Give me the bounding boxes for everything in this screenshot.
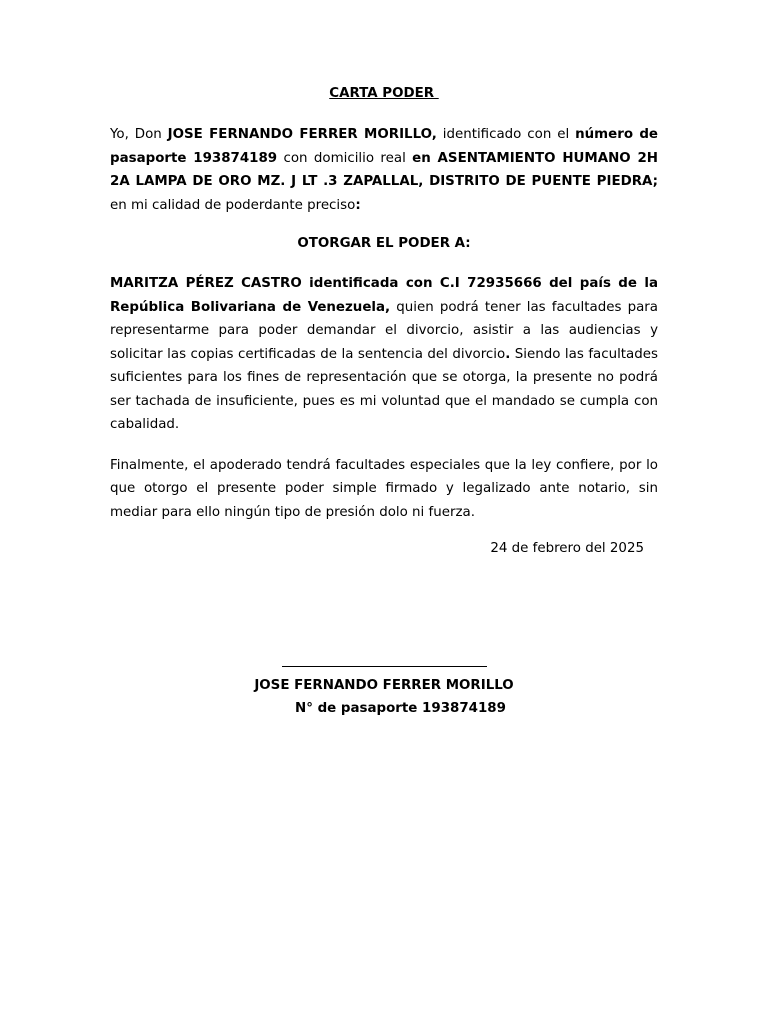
declarant-name: JOSE FERNANDO FERRER MORILLO, [167, 127, 437, 142]
text-segment: quien podrá tener las facultades para representarme para poder demandar el divorcio, asistir a las audiencias y solicitar las copias certificadas de la sentencia del divorcio [110, 299, 658, 362]
signer-name: JOSE FERNANDO FERRER MORILLO [254, 678, 514, 693]
text-segment: Siendo las facultades suficientes para los fines de representación que se otorga, la presente no podrá ser tachada de insuficiente, pues es mi voluntad que el mandado se cumpla con cabalidad. [110, 346, 658, 432]
signer-passport: N° de pasaporte 193874189 [295, 701, 506, 716]
declarant-passport: número de pasaporte 193874189 [110, 127, 659, 166]
document-date: 24 de febrero del 2025 [490, 541, 644, 556]
document-title: CARTA PODER [329, 86, 439, 101]
declarant-address: en ASENTAMIENTO HUMANO 2H 2A LAMPA DE ORO MZ. J LT .3 ZAPALLAL, DISTRITO DE PUENTE PIEDRA; [110, 150, 658, 189]
attorney-paragraph [110, 272, 658, 437]
text-segment: identificado con el [436, 127, 576, 142]
colon-mark: : [355, 197, 361, 213]
signature-line [282, 666, 487, 667]
document-body [110, 84, 658, 559]
closing-paragraph: Finalmente, el apoderado tendrá facultades especiales que la ley confiere, por lo que otorgo el presente poder simple firmado y legalizado ante notario, sin mediar para ello ningún tipo de presión dolo ni fuerza. [110, 457, 658, 520]
attorney-identity: MARITZA PÉREZ CASTRO identificada con C.I 72935666 del país de la República Bolivariana de Venezuela, [110, 276, 658, 315]
text-segment: Yo, Don [110, 127, 168, 142]
section-subtitle: OTORGAR EL PODER A: [297, 236, 471, 251]
text-segment: con domicilio real [277, 150, 413, 166]
text-segment: en mi calidad de poderdante preciso [110, 197, 356, 213]
declarant-paragraph [110, 123, 658, 217]
period-mark: . [505, 346, 511, 362]
